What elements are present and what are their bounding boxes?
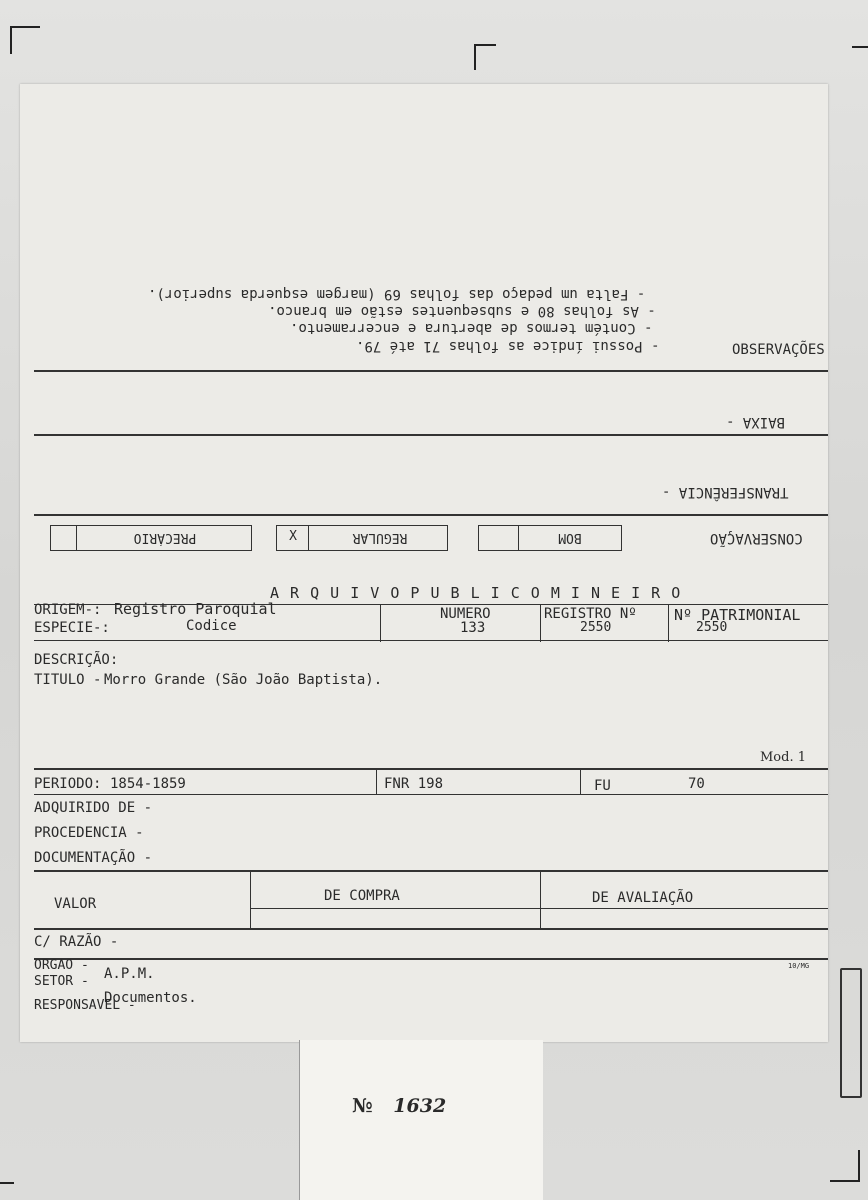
valor-label: VALOR xyxy=(54,896,97,912)
valor-col-divider xyxy=(250,872,251,928)
adquirido-label: ADQUIRIDO DE - xyxy=(34,800,153,816)
especie-label: ESPECIE-: xyxy=(34,620,110,636)
compra-col-divider xyxy=(540,872,541,928)
divider-baixa xyxy=(34,434,828,436)
numero-value: 133 xyxy=(460,620,486,636)
precario-box-divider xyxy=(76,525,77,551)
regular-label: REGULAR xyxy=(352,530,408,545)
divider-transferencia xyxy=(34,514,828,516)
orgao-label: ORGAO - xyxy=(34,958,89,973)
crop-mark-top-right xyxy=(852,46,868,48)
ticket-number xyxy=(352,1095,446,1117)
note-4: - Falta um pedaço das folhas 69 (margem esquerda superior). xyxy=(148,286,646,302)
registro-label: REGISTRO Nº xyxy=(544,606,637,622)
patrimonial-label: Nº PATRIMONIAL xyxy=(674,606,801,624)
crop-mark-bottom-right-v xyxy=(858,1150,860,1182)
origem-label: ORIGEM-: xyxy=(34,602,102,618)
especie-value: Codice xyxy=(186,618,237,634)
fnr-col-left xyxy=(376,770,377,794)
divider-observacoes xyxy=(34,370,828,372)
registro-col-left xyxy=(540,604,541,642)
observacoes-label: OBSERVAÇÕES xyxy=(732,342,825,358)
crop-mark-top-center-h xyxy=(474,44,496,46)
numero-sign: № xyxy=(352,1095,373,1117)
printer-mark: 10/MG xyxy=(788,962,810,970)
archive-heading: A R Q U I V O P U B L I C O M I N E I R O xyxy=(270,584,682,602)
orgao-value: A.P.M. xyxy=(104,966,155,982)
conservacao-label: CONSERVAÇÃO xyxy=(710,530,803,546)
registro-value: 2550 xyxy=(580,620,612,635)
divider-razao xyxy=(34,958,828,960)
ticket-number-value: 1632 xyxy=(393,1095,447,1117)
origem-value: Registro Paroquial xyxy=(114,600,277,618)
divider-origem xyxy=(34,640,828,641)
patrimonial-col-left xyxy=(668,604,669,642)
divider-valor-top xyxy=(34,870,828,872)
bom-box-divider xyxy=(518,525,519,551)
bom-label: BOM xyxy=(558,530,582,545)
fu-value: 70 xyxy=(688,776,705,792)
mod-label: Mod. 1 xyxy=(760,750,806,765)
divider-valor-bottom xyxy=(34,928,828,930)
crop-mark-top-center-v xyxy=(474,44,476,70)
note-2: - Contém termos de abertura e encerramento. xyxy=(290,320,653,336)
procedencia-label: PROCEDENCIA - xyxy=(34,825,144,841)
fnr-value: FNR 198 xyxy=(384,776,444,792)
de-compra-label: DE COMPRA xyxy=(324,888,400,904)
de-avaliacao-label: DE AVALIAÇÃO xyxy=(592,890,694,906)
patrimonial-value: 2550 xyxy=(696,620,728,635)
fu-label: FU xyxy=(594,778,611,794)
crop-mark-bottom-left xyxy=(0,1182,14,1184)
note-3: - As folhas 80 e subsequentes estão em branco. xyxy=(268,303,656,319)
divider-periodo-bottom xyxy=(34,794,828,795)
divider-periodo-top xyxy=(34,768,828,770)
crop-mark-top-left-v xyxy=(10,26,12,54)
periodo-label: PERIODO: xyxy=(34,776,102,792)
periodo-value: 1854-1859 xyxy=(110,776,186,792)
documentacao-label: DOCUMENTAÇÃO - xyxy=(34,850,153,866)
side-bracket xyxy=(840,968,862,1098)
precario-label: PRECÁRIO xyxy=(133,530,197,545)
numero-col-left xyxy=(380,604,381,642)
responsavel-label: RESPONSAVEL - xyxy=(34,998,136,1013)
transferencia-label: TRANSFERÊNCIA - xyxy=(662,484,789,500)
catalog-card xyxy=(20,84,828,1042)
setor-value: Documentos. xyxy=(104,990,197,1006)
razao-label: C/ RAZÃO - xyxy=(34,934,119,950)
number-ticket xyxy=(300,1040,543,1200)
crop-mark-top-left-h xyxy=(10,26,40,28)
titulo-label: TITULO - xyxy=(34,672,102,688)
fu-col-left xyxy=(580,770,581,794)
divider-valor-middle xyxy=(250,908,828,909)
regular-box-divider xyxy=(308,525,309,551)
baixa-label: BAIXA - xyxy=(726,414,786,430)
numero-label: NUMERO xyxy=(440,606,491,622)
descricao-label: DESCRIÇÃO: xyxy=(34,652,119,668)
note-1: - Possui índice as folhas 71 até 79. xyxy=(356,338,660,354)
regular-mark: X xyxy=(289,529,297,544)
crop-mark-bottom-right-h xyxy=(830,1180,860,1182)
setor-label: SETOR - xyxy=(34,974,89,989)
titulo-value: Morro Grande (São João Baptista). xyxy=(104,672,383,688)
